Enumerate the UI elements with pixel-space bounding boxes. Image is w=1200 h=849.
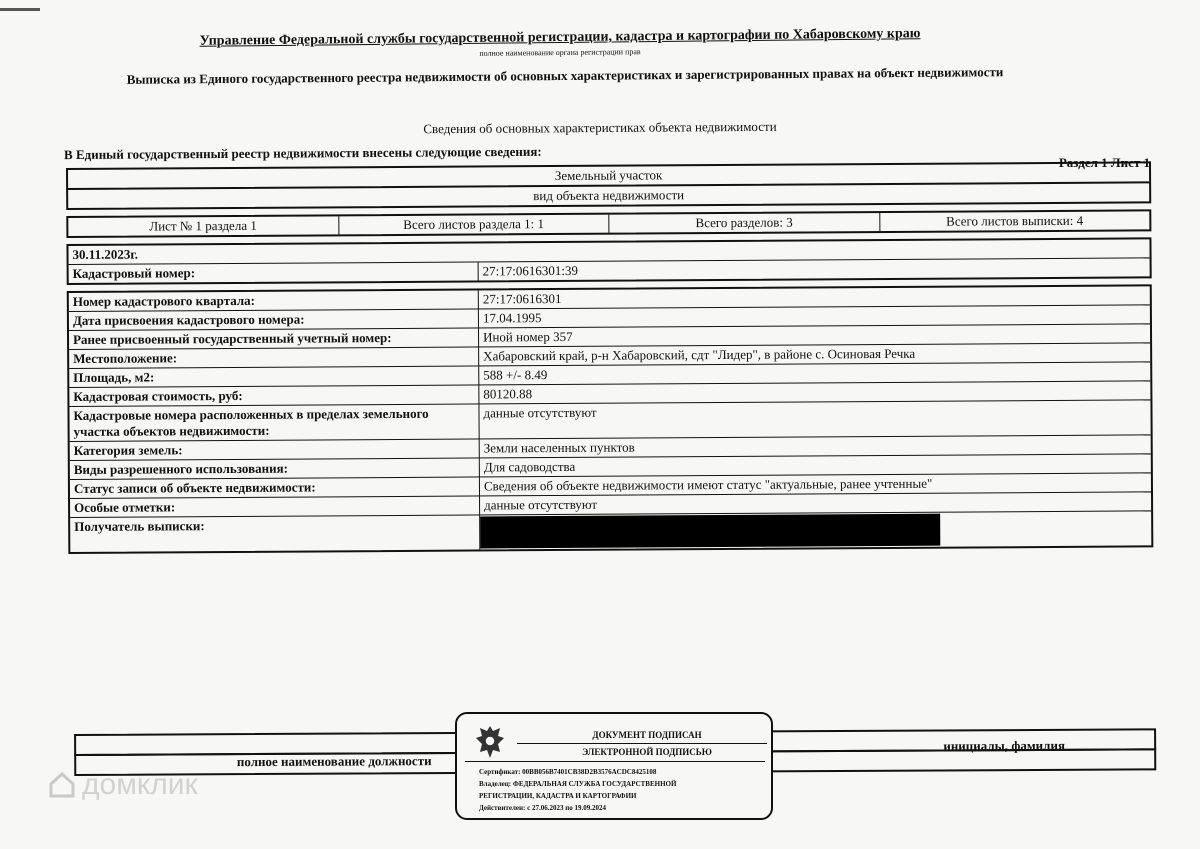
property-label: Местоположение: [69,347,479,368]
intro-text: В Единый государственный реестр недвижимости внесены следующие сведения: [63,143,542,163]
property-label: Получатель выписки: [70,515,480,552]
sheet-number: Лист № 1 раздела 1 [68,216,339,236]
property-value: данные отсутствуют [483,404,597,421]
document-title: Выписка из Единого государственного реестра недвижимости об основных характеристиках и зарегистрированных правах на объект недвижимости [126,64,1004,87]
document-subtitle: Сведения об основных характеристиках объекта недвижимости [423,118,777,137]
object-type-caption: вид объекта недвижимости [533,187,685,204]
property-label: Кадастровые номера расположенных в пределах земельного участка объектов недвижимости: [69,404,479,441]
eagle-emblem-icon [473,722,507,762]
redaction-block [480,514,940,549]
recipient-row [70,511,1151,552]
cadastral-value: 27:17:0616301:39 [482,262,579,279]
house-icon [48,771,76,799]
stamp-line-2: ЭЛЕКТРОННОЙ ПОДПИСЬЮ [582,747,712,757]
property-value: Для садоводства [483,458,576,475]
initials-label: инициалы, фамилия [943,737,1066,754]
watermark-text: домклик [82,768,198,801]
certificate-owner-cont: РЕГИСТРАЦИИ, КАДАСТРА И КАРТОГРАФИИ [479,792,637,800]
property-value: 17.04.1995 [482,310,542,326]
property-value: 588 +/- 8.49 [483,367,548,383]
property-label: Статус записи об объекте недвижимости: [70,477,480,498]
position-label: полное наименование должности [236,753,432,770]
organization-name: Управление Федеральной службы государственной регистрации, кадастра и картографии по Хабаровскому краю [199,26,921,49]
property-value: Земли населенных пунктов [483,439,635,456]
certificate-validity: Действителен: с 27.06.2023 по 19.09.2024 [479,804,606,812]
property-value: данные отсутствуют [484,496,598,513]
record-box [66,237,1151,285]
object-type: Земельный участок [554,167,663,184]
property-label: Дата присвоения кадастрового номера: [69,309,479,330]
property-label: Площадь, м2: [69,366,479,387]
sheets-in-section: Всего листов раздела 1: 1 [339,215,610,235]
record-date: 30.11.2023г. [72,246,139,262]
watermark [48,768,198,802]
sections-total: Всего разделов: 3 [609,213,880,233]
property-label: Виды разрешенного использования: [70,458,480,479]
property-label: Категория земель: [70,439,480,460]
stamp-divider [517,743,767,744]
scan-mark [0,8,40,11]
property-value: 27:17:0616301 [482,290,562,307]
electronic-signature-stamp [455,712,773,820]
cadastral-label: Кадастровый номер: [69,262,479,283]
recipient-value [480,511,1151,549]
property-label: Особые отметки: [70,496,480,517]
stamp-divider [465,761,765,762]
property-value: Иной номер 357 [482,328,573,345]
main-table [66,161,1153,554]
sheets-total: Всего листов выписки: 4 [946,212,1084,229]
property-value: Хабаровский край, р-н Хабаровский, сдт "Лидер", в районе с. Осиновая Речка [483,345,916,364]
property-label: Ранее присвоенный государственный учетный номер: [69,328,479,349]
properties-table [67,284,1154,554]
section-reference: Раздел 1 Лист 1 [1058,155,1150,170]
property-label: Кадастровая стоимость, руб: [69,385,479,406]
certificate-owner: Владелец: ФЕДЕРАЛЬНАЯ СЛУЖБА ГОСУДАРСТВЕННОЙ [479,780,677,788]
organization-note: полное наименование органа регистрации прав [479,47,641,58]
property-value: 80120.88 [483,386,533,402]
stamp-line-1: ДОКУМЕНТ ПОДПИСАН [592,730,702,740]
property-label: Номер кадастрового квартала: [69,290,479,311]
property-value: Сведения об объекте недвижимости имеют статус "актуальные, ранее учтенные" [483,475,933,494]
sheet-meta-row [66,209,1151,238]
certificate-number: Сертификат: 00BB056B7401CB38D2B3576ACDC8425108 [479,768,657,776]
